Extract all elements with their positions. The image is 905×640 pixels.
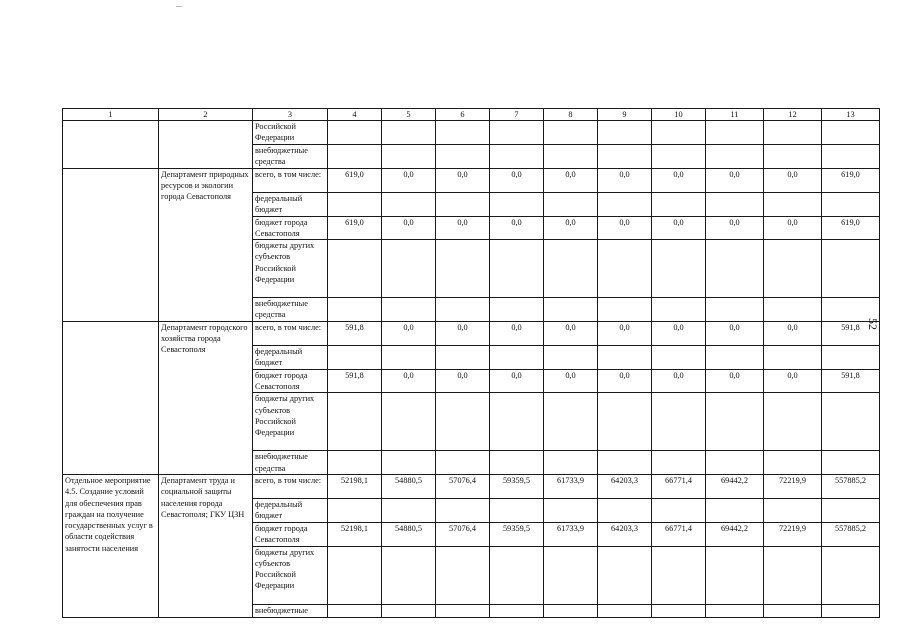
amount-cell: 0,0 [706, 168, 764, 192]
executor-name: Департамент природных ресурсов и экологии города Севастополя [159, 168, 253, 321]
amount-cell: 66771,4 [652, 522, 706, 546]
col-header: 10 [652, 109, 706, 121]
amount-cell: 0,0 [706, 369, 764, 393]
funding-source: бюджеты других субъектов Российской Федерации [253, 240, 328, 298]
amount-cell: 0,0 [598, 369, 652, 393]
amount-cell: 0,0 [382, 168, 436, 192]
amount-cell: 57076,4 [436, 522, 490, 546]
col-header: 12 [764, 109, 822, 121]
amount-cell: 61733,9 [544, 474, 598, 498]
measure-name: Отдельное мероприятие 4.5. Создание условий для обеспечения прав граждан на получение государственных услуг в области содействия занятости населения [63, 474, 159, 617]
amount-cell: 557885,2 [822, 522, 880, 546]
amount-cell: 0,0 [436, 321, 490, 345]
amount-cell: 619,0 [822, 168, 880, 192]
amount-cell: 0,0 [706, 216, 764, 240]
table-row [63, 168, 880, 192]
funding-source: внебюджетные средства [253, 451, 328, 475]
amount-cell: 52198,1 [328, 522, 382, 546]
amount-cell: 0,0 [490, 369, 544, 393]
col-header: 13 [822, 109, 880, 121]
amount-cell: 0,0 [490, 168, 544, 192]
funding-source: внебюджетные средства [253, 298, 328, 322]
col-header: 1 [63, 109, 159, 121]
amount-cell: 64203,3 [598, 522, 652, 546]
col-header: 11 [706, 109, 764, 121]
table-row [63, 474, 880, 498]
col-header: 6 [436, 109, 490, 121]
source-rf-tail: Российской Федерации [253, 121, 328, 145]
amount-cell: 0,0 [382, 321, 436, 345]
col-header: 9 [598, 109, 652, 121]
amount-cell: 619,0 [822, 216, 880, 240]
funding-source: всего, в том числе: [253, 168, 328, 192]
amount-cell: 0,0 [490, 216, 544, 240]
amount-cell: 0,0 [652, 321, 706, 345]
amount-cell: 0,0 [764, 216, 822, 240]
amount-cell: 0,0 [598, 216, 652, 240]
amount-cell: 0,0 [436, 168, 490, 192]
table-body [63, 121, 880, 618]
amount-cell: 0,0 [436, 369, 490, 393]
funding-source: бюджет города Севастополя [253, 216, 328, 240]
amount-cell: 0,0 [544, 321, 598, 345]
funding-source: бюджет города Севастополя [253, 369, 328, 393]
amount-cell: 619,0 [328, 168, 382, 192]
amount-cell: 69442,2 [706, 474, 764, 498]
amount-cell: 0,0 [652, 369, 706, 393]
col-header: 8 [544, 109, 598, 121]
amount-cell: 591,8 [328, 369, 382, 393]
amount-cell: 0,0 [544, 369, 598, 393]
amount-cell: 0,0 [764, 369, 822, 393]
funding-source: внебюджетные [253, 604, 328, 617]
table-row [63, 121, 880, 145]
executor-name: Департамент городского хозяйства города Севастополя [159, 321, 253, 474]
funding-source: бюджеты других субъектов Российской Федерации [253, 546, 328, 604]
amount-cell: 57076,4 [436, 474, 490, 498]
page-number: 52 [866, 318, 880, 330]
col-header: 7 [490, 109, 544, 121]
budget-table [62, 108, 880, 618]
funding-source: всего, в том числе: [253, 321, 328, 345]
source-vne: внебюджетные средства [253, 144, 328, 168]
col-header: 5 [382, 109, 436, 121]
col-header: 2 [159, 109, 253, 121]
amount-cell: 591,8 [822, 321, 880, 345]
header-row [63, 109, 880, 121]
amount-cell: 64203,3 [598, 474, 652, 498]
amount-cell: 0,0 [706, 321, 764, 345]
amount-cell: 0,0 [652, 216, 706, 240]
amount-cell: 61733,9 [544, 522, 598, 546]
amount-cell: 0,0 [382, 369, 436, 393]
amount-cell: 0,0 [544, 168, 598, 192]
funding-source: всего, в том числе: [253, 474, 328, 498]
amount-cell: 0,0 [598, 168, 652, 192]
amount-cell: 591,8 [822, 369, 880, 393]
table-row [63, 321, 880, 345]
amount-cell: 0,0 [764, 321, 822, 345]
amount-cell: 72219,9 [764, 522, 822, 546]
amount-cell: 0,0 [490, 321, 544, 345]
scan-mark [176, 6, 182, 7]
amount-cell: 619,0 [328, 216, 382, 240]
amount-cell: 52198,1 [328, 474, 382, 498]
col-header: 4 [328, 109, 382, 121]
amount-cell: 59359,5 [490, 522, 544, 546]
amount-cell: 66771,4 [652, 474, 706, 498]
amount-cell: 0,0 [382, 216, 436, 240]
amount-cell: 0,0 [652, 168, 706, 192]
amount-cell: 0,0 [764, 168, 822, 192]
funding-source: федеральный бюджет [253, 192, 328, 216]
amount-cell: 591,8 [328, 321, 382, 345]
amount-cell: 0,0 [436, 216, 490, 240]
amount-cell: 54880,5 [382, 474, 436, 498]
amount-cell: 72219,9 [764, 474, 822, 498]
col-header: 3 [253, 109, 328, 121]
funding-source: федеральный бюджет [253, 498, 328, 522]
amount-cell: 54880,5 [382, 522, 436, 546]
amount-cell: 0,0 [544, 216, 598, 240]
executor-name: Департамент труда и социальной защиты населения города Севастополя; ГКУ ЦЗН [159, 474, 253, 617]
funding-source: бюджет города Севастополя [253, 522, 328, 546]
amount-cell: 557885,2 [822, 474, 880, 498]
funding-source: бюджеты других субъектов Российской Федерации [253, 393, 328, 451]
amount-cell: 69442,2 [706, 522, 764, 546]
funding-source: федеральный бюджет [253, 345, 328, 369]
amount-cell: 0,0 [598, 321, 652, 345]
amount-cell: 59359,5 [490, 474, 544, 498]
